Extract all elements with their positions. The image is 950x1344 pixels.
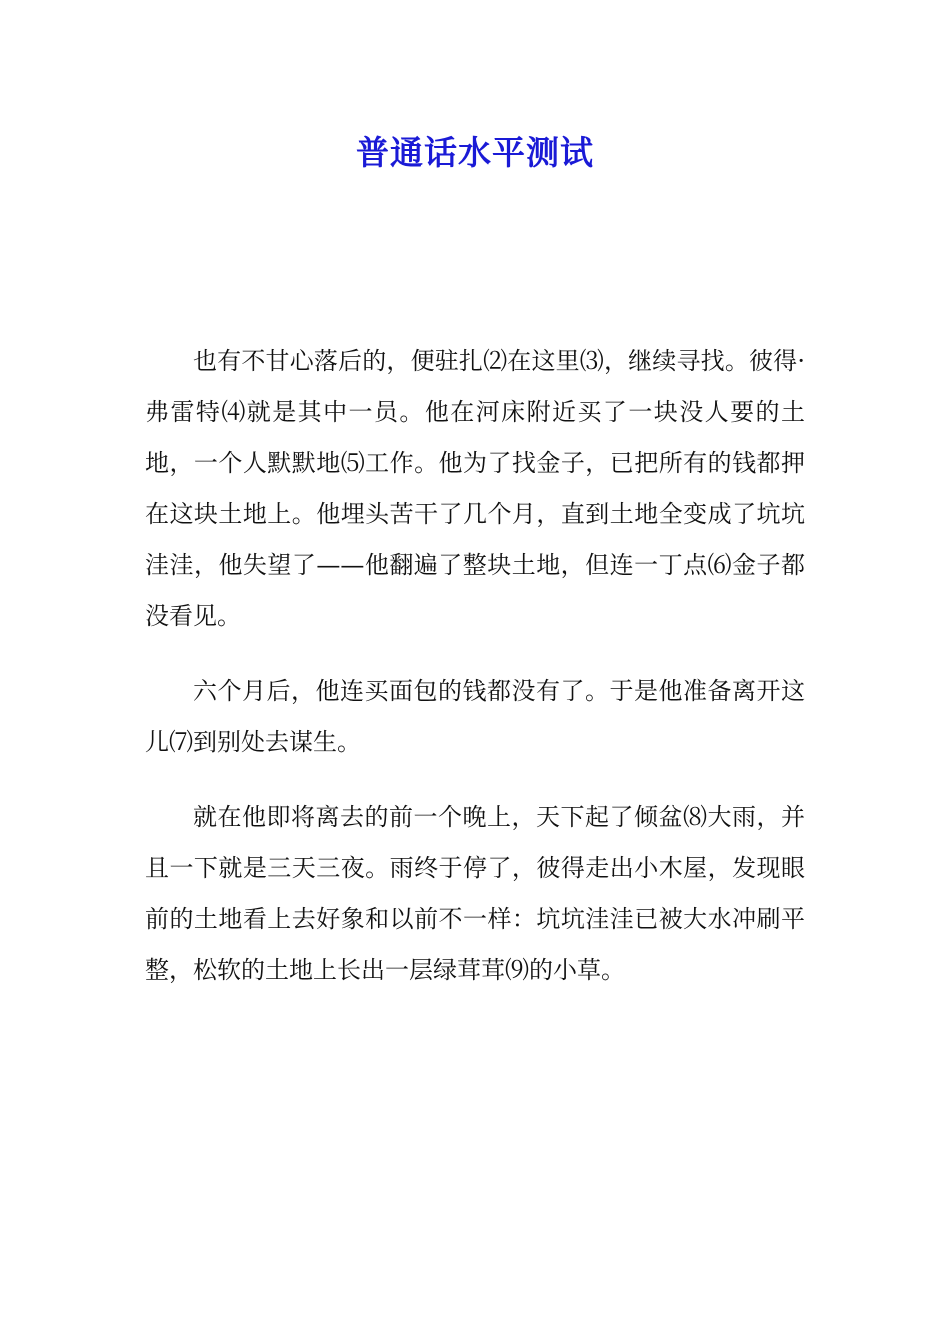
paragraph-1: 也有不甘心落后的，便驻扎⑵在这里⑶，继续寻找。彼得·弗雷特⑷就是其中一员。他在河床附近买了一块没人要的土地，一个人默默地⑸工作。他为了找金子，已把所有的钱都押在这块土地上。他埋头苦干了几个月，直到土地全变成了坑坑洼洼，他失望了——他翻遍了整块土地，但连一丁点⑹金子都没看见。 (145, 347, 805, 630)
paragraph-3: 就在他即将离去的前一个晚上，天下起了倾盆⑻大雨，并且一下就是三天三夜。雨终于停了，彼得走出小木屋，发现眼前的土地看上去好象和以前不一样：坑坑洼洼已被大水冲刷平整，松软的土地上长出一层绿茸茸⑼的小草。 (145, 803, 805, 984)
document-body (145, 336, 805, 1020)
page-title: 普通话水平测试 (356, 133, 594, 172)
paragraph-2: 六个月后，他连买面包的钱都没有了。于是他准备离开这儿⑺到别处去谋生。 (145, 677, 805, 756)
